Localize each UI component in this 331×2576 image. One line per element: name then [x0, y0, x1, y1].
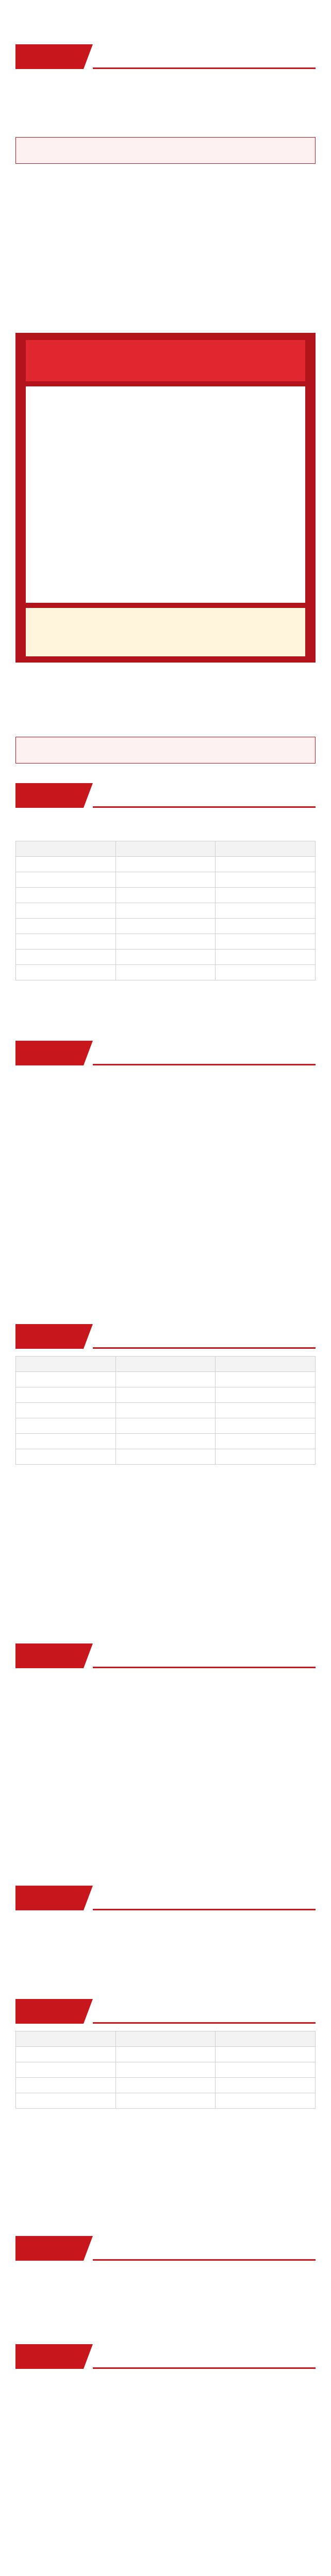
table-cell	[216, 919, 316, 934]
table-cell	[216, 934, 316, 950]
table-cell	[16, 1449, 116, 1465]
table-row	[16, 857, 316, 872]
table-cell	[216, 903, 316, 919]
table-cell	[16, 934, 116, 950]
table-cell	[16, 1403, 116, 1418]
table-row	[16, 2078, 316, 2093]
chapter-9-title	[93, 2344, 316, 2369]
venue-table	[15, 2031, 316, 2109]
table-row	[16, 1387, 316, 1403]
table-cell	[216, 857, 316, 872]
table-cell	[115, 1449, 216, 1465]
schedule-table	[15, 841, 316, 980]
table-cell	[216, 872, 316, 888]
table-cell	[216, 1372, 316, 1387]
table-cell	[115, 2047, 216, 2062]
chapter-3-paragraph-1	[15, 1073, 316, 1150]
table-cell	[16, 1434, 116, 1449]
table-header-row	[16, 841, 316, 857]
table-cell	[16, 1418, 116, 1434]
chapter-1-notice-2	[15, 737, 316, 764]
table-header-cell	[216, 841, 316, 857]
table-cell	[216, 1403, 316, 1418]
chapter-9-banner	[15, 2344, 316, 2369]
table-cell	[16, 965, 116, 980]
table-cell	[216, 2062, 316, 2078]
chapter-6-title	[93, 1886, 316, 1910]
table-cell	[16, 2078, 116, 2093]
chapter-4-paragraph-1	[15, 1482, 316, 1626]
table-header-cell	[115, 1357, 216, 1372]
chapter-7-title	[93, 1999, 316, 2024]
table-cell	[115, 965, 216, 980]
table-cell	[115, 872, 216, 888]
table-header-cell	[216, 2031, 316, 2047]
table-cell	[216, 950, 316, 965]
chapter-2-title	[93, 783, 316, 808]
table-cell	[216, 1434, 316, 1449]
table-cell	[216, 888, 316, 903]
chapter-8-paragraph-1	[15, 2268, 316, 2325]
table-cell	[216, 2093, 316, 2109]
table-header-row	[16, 2031, 316, 2047]
poster-body	[26, 386, 305, 603]
table-cell	[16, 1372, 116, 1387]
chapter-5-tag	[15, 1643, 93, 1668]
table-row	[16, 919, 316, 934]
table-row	[16, 1418, 316, 1434]
chapter-5-paragraph-1	[15, 1675, 316, 1773]
table-row	[16, 888, 316, 903]
chapter-1-tag	[15, 44, 93, 69]
table-cell	[216, 1387, 316, 1403]
table-header-cell	[115, 841, 216, 857]
chapter-3-tag	[15, 1041, 93, 1065]
chapter-8-tag	[15, 2236, 93, 2261]
table-cell	[16, 872, 116, 888]
table-row	[16, 965, 316, 980]
chapter-5-title	[93, 1643, 316, 1668]
table-cell	[115, 2062, 216, 2078]
table-cell	[16, 950, 116, 965]
table-cell	[115, 1418, 216, 1434]
table-cell	[115, 857, 216, 872]
chapter-1-notice-1	[15, 137, 316, 164]
poster-footer	[26, 608, 305, 656]
table-cell	[16, 2047, 116, 2062]
table-cell	[216, 1418, 316, 1434]
materials-table	[15, 1356, 316, 1465]
chapter-5-paragraph-2	[15, 1777, 316, 1865]
table-header-cell	[216, 1357, 316, 1372]
poster-heading	[26, 340, 305, 381]
table-row	[16, 2047, 316, 2062]
chapter-8-title	[93, 2236, 316, 2261]
chapter-6-banner	[15, 1886, 316, 1910]
table-cell	[115, 950, 216, 965]
table-cell	[115, 1387, 216, 1403]
table-row	[16, 2093, 316, 2109]
chapter-1-banner	[15, 44, 316, 69]
table-cell	[216, 2078, 316, 2093]
chapter-4-tag	[15, 1324, 93, 1349]
chapter-6-tag	[15, 1886, 93, 1910]
chapter-6-paragraph-1	[15, 1918, 316, 1979]
chapter-4-banner	[15, 1324, 316, 1349]
table-cell	[16, 857, 116, 872]
chapter-1-title	[93, 44, 316, 69]
table-header-cell	[16, 2031, 116, 2047]
chapter-1-paragraph-2	[15, 168, 316, 245]
table-cell	[115, 919, 216, 934]
table-row	[16, 950, 316, 965]
table-cell	[216, 1449, 316, 1465]
table-cell	[16, 888, 116, 903]
chapter-8-banner	[15, 2236, 316, 2261]
table-row	[16, 1372, 316, 1387]
table-header-cell	[16, 1357, 116, 1372]
chapter-2-paragraph-1	[15, 815, 316, 836]
table-cell	[115, 1372, 216, 1387]
table-cell	[115, 888, 216, 903]
chapter-9-paragraph-1	[15, 2376, 316, 2576]
chapter-3-paragraph-2	[15, 1154, 316, 1231]
chapter-1-paragraph-1	[15, 76, 316, 133]
chapter-2-tag	[15, 783, 93, 808]
table-header-cell	[16, 841, 116, 857]
table-header-row	[16, 1357, 316, 1372]
table-cell	[115, 934, 216, 950]
chapter-5-banner	[15, 1643, 316, 1668]
chapter-3-banner	[15, 1041, 316, 1065]
table-cell	[16, 919, 116, 934]
chapter-4-title	[93, 1324, 316, 1349]
table-row	[16, 2062, 316, 2078]
chapter-7-paragraph-1	[15, 2122, 316, 2219]
table-row	[16, 1449, 316, 1465]
table-cell	[216, 965, 316, 980]
table-row	[16, 872, 316, 888]
chapter-7-tag	[15, 1999, 93, 2024]
chapter-9-tag	[15, 2344, 93, 2369]
table-row	[16, 903, 316, 919]
table-row	[16, 1434, 316, 1449]
table-cell	[115, 2093, 216, 2109]
chapter-7-banner	[15, 1999, 316, 2024]
chapter-3-paragraph-3	[15, 1235, 316, 1308]
table-cell	[115, 1434, 216, 1449]
table-row	[16, 1403, 316, 1418]
chapter-1-paragraph-4	[15, 670, 316, 732]
chapter-3-title	[93, 1041, 316, 1065]
chapter-2-banner	[15, 783, 316, 808]
table-cell	[115, 1403, 216, 1418]
table-header-cell	[115, 2031, 216, 2047]
table-cell	[16, 1387, 116, 1403]
poster-block	[15, 333, 316, 663]
table-cell	[115, 2078, 216, 2093]
table-cell	[16, 903, 116, 919]
table-cell	[16, 2062, 116, 2078]
chapter-1-paragraph-3	[15, 249, 316, 327]
table-cell	[16, 2093, 116, 2109]
intro-paragraph	[15, 7, 316, 38]
table-row	[16, 934, 316, 950]
table-cell	[115, 903, 216, 919]
table-cell	[216, 2047, 316, 2062]
